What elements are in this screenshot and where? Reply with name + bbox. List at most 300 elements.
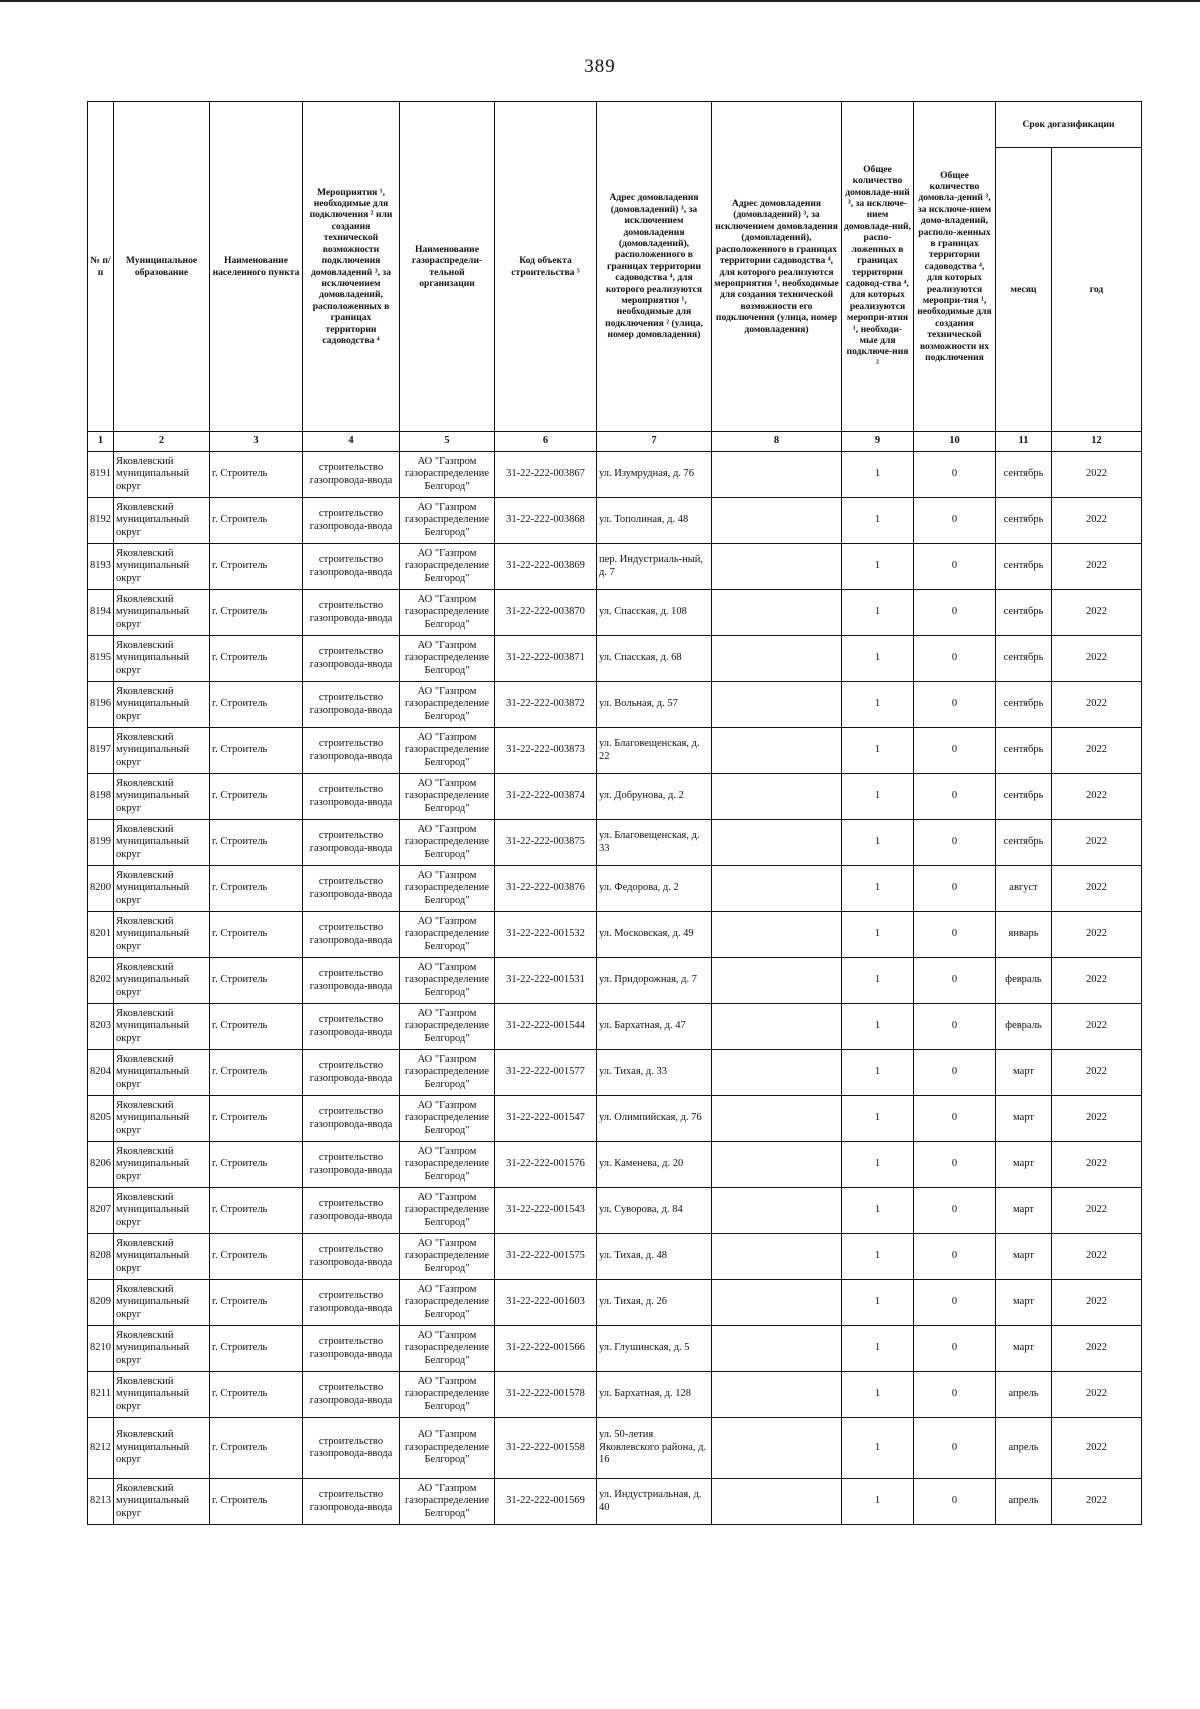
municipality-cell: Яковлевский муниципальный округ (114, 1372, 210, 1418)
settlement-cell: г. Строитель (210, 1142, 303, 1188)
row-number: 8203 (88, 1004, 114, 1050)
connection-count-cell: 1 (842, 1188, 914, 1234)
month-cell: март (996, 1096, 1052, 1142)
capability-count-cell: 0 (914, 452, 996, 498)
activity-cell: строительство газопровода-ввода (303, 1280, 400, 1326)
capability-address-cell (712, 1280, 842, 1326)
activity-cell: строительство газопровода-ввода (303, 1326, 400, 1372)
year-cell: 2022 (1052, 912, 1142, 958)
row-number: 8195 (88, 636, 114, 682)
address-cell: ул. Московская, д. 49 (597, 912, 712, 958)
settlement-cell: г. Строитель (210, 682, 303, 728)
capability-count-cell: 0 (914, 682, 996, 728)
capability-count-cell: 0 (914, 1280, 996, 1326)
connection-count-cell: 1 (842, 1096, 914, 1142)
settlement-cell: г. Строитель (210, 1372, 303, 1418)
row-number: 8200 (88, 866, 114, 912)
month-cell: март (996, 1142, 1052, 1188)
header-municipality: Муниципальное образование (114, 102, 210, 432)
municipality-cell: Яковлевский муниципальный округ (114, 1326, 210, 1372)
address-cell: ул. 50-летия Яковлевского района, д. 16 (597, 1418, 712, 1479)
address-cell: ул. Тихая, д. 26 (597, 1280, 712, 1326)
municipality-cell: Яковлевский муниципальный округ (114, 590, 210, 636)
table-row (88, 682, 1142, 728)
table-row (88, 912, 1142, 958)
object-code-cell: 31-22-222-001603 (495, 1280, 597, 1326)
row-number: 8205 (88, 1096, 114, 1142)
year-cell: 2022 (1052, 544, 1142, 590)
object-code-cell: 31-22-222-003869 (495, 544, 597, 590)
capability-address-cell (712, 1418, 842, 1479)
activity-cell: строительство газопровода-ввода (303, 1372, 400, 1418)
activity-cell: строительство газопровода-ввода (303, 866, 400, 912)
row-number: 8204 (88, 1050, 114, 1096)
activity-cell: строительство газопровода-ввода (303, 452, 400, 498)
header-object-code: Код объекта строительства ⁵ (495, 102, 597, 432)
capability-count-cell: 0 (914, 1188, 996, 1234)
address-cell: ул. Придорожная, д. 7 (597, 958, 712, 1004)
municipality-cell: Яковлевский муниципальный округ (114, 1004, 210, 1050)
capability-address-cell (712, 590, 842, 636)
capability-count-cell: 0 (914, 1479, 996, 1525)
header-count-connection: Общее количество домовладе-ний ³, за исключе-нием домовладе-ний, распо-ложенных в границах территории садовод-ства ⁴, для которых реализуются меропри-ятия ¹, необходи-мые для подключе-ния ² (842, 102, 914, 432)
month-cell: январь (996, 912, 1052, 958)
column-number: 1 (88, 432, 114, 452)
connection-count-cell: 1 (842, 774, 914, 820)
capability-address-cell (712, 728, 842, 774)
organization-cell: АО "Газпром газораспределение Белгород" (400, 866, 495, 912)
connection-count-cell: 1 (842, 1050, 914, 1096)
address-cell: ул. Олимпийская, д. 76 (597, 1096, 712, 1142)
activity-cell: строительство газопровода-ввода (303, 544, 400, 590)
capability-count-cell: 0 (914, 1372, 996, 1418)
capability-address-cell (712, 498, 842, 544)
column-number: 9 (842, 432, 914, 452)
object-code-cell: 31-22-222-001544 (495, 1004, 597, 1050)
row-number: 8212 (88, 1418, 114, 1479)
address-cell: ул. Каменева, д. 20 (597, 1142, 712, 1188)
header-address-capability: Адрес домовладения (домовладений) ³, за исключением домовладения (домовладений), расположенного в границах территории садоводства ⁴, для которого реализуются мероприятия ¹, необходимые для создания технической возможности его подключения (улица, номер домовладения) (712, 102, 842, 432)
capability-address-cell (712, 1326, 842, 1372)
settlement-cell: г. Строитель (210, 1479, 303, 1525)
object-code-cell: 31-22-222-003873 (495, 728, 597, 774)
organization-cell: АО "Газпром газораспределение Белгород" (400, 1234, 495, 1280)
row-number: 8191 (88, 452, 114, 498)
address-cell: ул. Вольная, д. 57 (597, 682, 712, 728)
month-cell: март (996, 1234, 1052, 1280)
municipality-cell: Яковлевский муниципальный округ (114, 958, 210, 1004)
year-cell: 2022 (1052, 728, 1142, 774)
table-row (88, 1326, 1142, 1372)
row-number: 8194 (88, 590, 114, 636)
settlement-cell: г. Строитель (210, 636, 303, 682)
table-row (88, 452, 1142, 498)
address-cell: ул. Тихая, д. 33 (597, 1050, 712, 1096)
municipality-cell: Яковлевский муниципальный округ (114, 866, 210, 912)
connection-count-cell: 1 (842, 544, 914, 590)
table-row (88, 1004, 1142, 1050)
address-cell: ул. Тихая, д. 48 (597, 1234, 712, 1280)
year-cell: 2022 (1052, 1479, 1142, 1525)
organization-cell: АО "Газпром газораспределение Белгород" (400, 590, 495, 636)
settlement-cell: г. Строитель (210, 1188, 303, 1234)
header-activities: Мероприятия ¹, необходимые для подключения ² или создания технической возможности подключения домовладений ³, за исключением домовладений, расположенных в границах территории садоводства ⁴ (303, 102, 400, 432)
row-number: 8199 (88, 820, 114, 866)
connection-count-cell: 1 (842, 1234, 914, 1280)
capability-address-cell (712, 774, 842, 820)
year-cell: 2022 (1052, 1142, 1142, 1188)
settlement-cell: г. Строитель (210, 1234, 303, 1280)
year-cell: 2022 (1052, 820, 1142, 866)
row-number: 8193 (88, 544, 114, 590)
month-cell: сентябрь (996, 636, 1052, 682)
year-cell: 2022 (1052, 958, 1142, 1004)
month-cell: сентябрь (996, 682, 1052, 728)
municipality-cell: Яковлевский муниципальный округ (114, 774, 210, 820)
table-body (88, 452, 1142, 1525)
object-code-cell: 31-22-222-001531 (495, 958, 597, 1004)
municipality-cell: Яковлевский муниципальный округ (114, 1418, 210, 1479)
row-number: 8201 (88, 912, 114, 958)
month-cell: сентябрь (996, 590, 1052, 636)
capability-address-cell (712, 1372, 842, 1418)
object-code-cell: 31-22-222-003875 (495, 820, 597, 866)
activity-cell: строительство газопровода-ввода (303, 1418, 400, 1479)
table-row (88, 1418, 1142, 1479)
organization-cell: АО "Газпром газораспределение Белгород" (400, 1326, 495, 1372)
connection-count-cell: 1 (842, 498, 914, 544)
capability-address-cell (712, 866, 842, 912)
activity-cell: строительство газопровода-ввода (303, 820, 400, 866)
year-cell: 2022 (1052, 1418, 1142, 1479)
month-cell: февраль (996, 958, 1052, 1004)
municipality-cell: Яковлевский муниципальный округ (114, 728, 210, 774)
gasification-table (87, 101, 1142, 1525)
table-row (88, 590, 1142, 636)
month-cell: март (996, 1050, 1052, 1096)
month-cell: сентябрь (996, 498, 1052, 544)
organization-cell: АО "Газпром газораспределение Белгород" (400, 682, 495, 728)
object-code-cell: 31-22-222-001578 (495, 1372, 597, 1418)
capability-address-cell (712, 544, 842, 590)
year-cell: 2022 (1052, 866, 1142, 912)
column-number: 2 (114, 432, 210, 452)
settlement-cell: г. Строитель (210, 728, 303, 774)
organization-cell: АО "Газпром газораспределение Белгород" (400, 958, 495, 1004)
activity-cell: строительство газопровода-ввода (303, 636, 400, 682)
activity-cell: строительство газопровода-ввода (303, 1188, 400, 1234)
activity-cell: строительство газопровода-ввода (303, 728, 400, 774)
month-cell: сентябрь (996, 544, 1052, 590)
capability-address-cell (712, 636, 842, 682)
settlement-cell: г. Строитель (210, 590, 303, 636)
capability-count-cell: 0 (914, 1050, 996, 1096)
page-number: 389 (584, 56, 616, 77)
object-code-cell: 31-22-222-003872 (495, 682, 597, 728)
column-number: 5 (400, 432, 495, 452)
header-settlement: Наименование населенного пункта (210, 102, 303, 432)
header-address-connection: Адрес домовладения (домовладений) ³, за исключением домовладения (домовладений), расположенного в границах территории садоводства ⁴, для которого реализуются мероприятия ¹, необходимые для подключения ² (улица, номер домовладения) (597, 102, 712, 432)
year-cell: 2022 (1052, 498, 1142, 544)
address-cell: ул. Бархатная, д. 128 (597, 1372, 712, 1418)
connection-count-cell: 1 (842, 958, 914, 1004)
address-cell: ул. Глушинская, д. 5 (597, 1326, 712, 1372)
year-cell: 2022 (1052, 452, 1142, 498)
column-number: 8 (712, 432, 842, 452)
activity-cell: строительство газопровода-ввода (303, 912, 400, 958)
month-cell: сентябрь (996, 728, 1052, 774)
activity-cell: строительство газопровода-ввода (303, 1096, 400, 1142)
address-cell: ул. Бархатная, д. 47 (597, 1004, 712, 1050)
header-count-capability: Общее количество домовла-дений ³, за исключе-нием домо-владений, располо-женных в границах территории садоводства ⁴, для которых реализуются меропри-тия ¹, необходимые для создания технической возможности их подключения (914, 102, 996, 432)
connection-count-cell: 1 (842, 1280, 914, 1326)
municipality-cell: Яковлевский муниципальный округ (114, 498, 210, 544)
year-cell: 2022 (1052, 1004, 1142, 1050)
activity-cell: строительство газопровода-ввода (303, 1479, 400, 1525)
organization-cell: АО "Газпром газораспределение Белгород" (400, 820, 495, 866)
row-number: 8206 (88, 1142, 114, 1188)
object-code-cell: 31-22-222-001532 (495, 912, 597, 958)
municipality-cell: Яковлевский муниципальный округ (114, 544, 210, 590)
address-cell: ул. Тополиная, д. 48 (597, 498, 712, 544)
activity-cell: строительство газопровода-ввода (303, 1050, 400, 1096)
capability-address-cell (712, 452, 842, 498)
activity-cell: строительство газопровода-ввода (303, 1234, 400, 1280)
row-number: 8210 (88, 1326, 114, 1372)
capability-address-cell (712, 1004, 842, 1050)
activity-cell: строительство газопровода-ввода (303, 958, 400, 1004)
table-row (88, 1280, 1142, 1326)
settlement-cell: г. Строитель (210, 1004, 303, 1050)
capability-count-cell: 0 (914, 774, 996, 820)
connection-count-cell: 1 (842, 1142, 914, 1188)
connection-count-cell: 1 (842, 452, 914, 498)
organization-cell: АО "Газпром газораспределение Белгород" (400, 1142, 495, 1188)
capability-address-cell (712, 1188, 842, 1234)
municipality-cell: Яковлевский муниципальный округ (114, 1050, 210, 1096)
year-cell: 2022 (1052, 590, 1142, 636)
row-number: 8208 (88, 1234, 114, 1280)
activity-cell: строительство газопровода-ввода (303, 1142, 400, 1188)
address-cell: ул. Благовещенская, д. 33 (597, 820, 712, 866)
header-organization: Наименование газораспредели-тельной организации (400, 102, 495, 432)
object-code-cell: 31-22-222-001543 (495, 1188, 597, 1234)
connection-count-cell: 1 (842, 820, 914, 866)
connection-count-cell: 1 (842, 1479, 914, 1525)
connection-count-cell: 1 (842, 590, 914, 636)
header-number: № п/п (88, 102, 114, 432)
capability-address-cell (712, 1479, 842, 1525)
settlement-cell: г. Строитель (210, 820, 303, 866)
month-cell: март (996, 1326, 1052, 1372)
address-cell: ул. Индустриальная, д. 40 (597, 1479, 712, 1525)
municipality-cell: Яковлевский муниципальный округ (114, 1234, 210, 1280)
organization-cell: АО "Газпром газораспределение Белгород" (400, 1372, 495, 1418)
settlement-cell: г. Строитель (210, 1050, 303, 1096)
table-row (88, 498, 1142, 544)
capability-address-cell (712, 682, 842, 728)
activity-cell: строительство газопровода-ввода (303, 590, 400, 636)
header-year: год (1052, 148, 1142, 432)
capability-count-cell: 0 (914, 498, 996, 544)
table-row (88, 1096, 1142, 1142)
organization-cell: АО "Газпром газораспределение Белгород" (400, 452, 495, 498)
month-cell: август (996, 866, 1052, 912)
organization-cell: АО "Газпром газораспределение Белгород" (400, 1188, 495, 1234)
address-cell: ул. Изумрудная, д. 76 (597, 452, 712, 498)
settlement-cell: г. Строитель (210, 1418, 303, 1479)
capability-address-cell (712, 1142, 842, 1188)
table-header (88, 102, 1142, 452)
address-cell: ул. Спасская, д. 68 (597, 636, 712, 682)
organization-cell: АО "Газпром газораспределение Белгород" (400, 636, 495, 682)
capability-count-cell: 0 (914, 820, 996, 866)
year-cell: 2022 (1052, 774, 1142, 820)
row-number: 8197 (88, 728, 114, 774)
row-number: 8211 (88, 1372, 114, 1418)
municipality-cell: Яковлевский муниципальный округ (114, 682, 210, 728)
connection-count-cell: 1 (842, 1326, 914, 1372)
table-row (88, 1479, 1142, 1525)
organization-cell: АО "Газпром газораспределение Белгород" (400, 774, 495, 820)
municipality-cell: Яковлевский муниципальный округ (114, 820, 210, 866)
month-cell: апрель (996, 1372, 1052, 1418)
header-month: месяц (996, 148, 1052, 432)
column-number: 11 (996, 432, 1052, 452)
object-code-cell: 31-22-222-003876 (495, 866, 597, 912)
object-code-cell: 31-22-222-003874 (495, 774, 597, 820)
municipality-cell: Яковлевский муниципальный округ (114, 1142, 210, 1188)
table-row (88, 728, 1142, 774)
row-number: 8198 (88, 774, 114, 820)
connection-count-cell: 1 (842, 1004, 914, 1050)
organization-cell: АО "Газпром газораспределение Белгород" (400, 1280, 495, 1326)
year-cell: 2022 (1052, 1326, 1142, 1372)
connection-count-cell: 1 (842, 1372, 914, 1418)
table-row (88, 636, 1142, 682)
organization-cell: АО "Газпром газораспределение Белгород" (400, 1096, 495, 1142)
row-number: 8196 (88, 682, 114, 728)
capability-count-cell: 0 (914, 1234, 996, 1280)
connection-count-cell: 1 (842, 728, 914, 774)
activity-cell: строительство газопровода-ввода (303, 1004, 400, 1050)
capability-count-cell: 0 (914, 590, 996, 636)
table-row (88, 958, 1142, 1004)
address-cell: ул. Спасская, д. 108 (597, 590, 712, 636)
object-code-cell: 31-22-222-001575 (495, 1234, 597, 1280)
year-cell: 2022 (1052, 1188, 1142, 1234)
settlement-cell: г. Строитель (210, 1096, 303, 1142)
year-cell: 2022 (1052, 1372, 1142, 1418)
object-code-cell: 31-22-222-001566 (495, 1326, 597, 1372)
address-cell: ул. Добрунова, д. 2 (597, 774, 712, 820)
connection-count-cell: 1 (842, 682, 914, 728)
table-row (88, 866, 1142, 912)
object-code-cell: 31-22-222-003871 (495, 636, 597, 682)
table-row (88, 1234, 1142, 1280)
connection-count-cell: 1 (842, 1418, 914, 1479)
month-cell: апрель (996, 1418, 1052, 1479)
year-cell: 2022 (1052, 682, 1142, 728)
organization-cell: АО "Газпром газораспределение Белгород" (400, 1479, 495, 1525)
organization-cell: АО "Газпром газораспределение Белгород" (400, 1050, 495, 1096)
connection-count-cell: 1 (842, 636, 914, 682)
capability-count-cell: 0 (914, 912, 996, 958)
address-cell: ул. Суворова, д. 84 (597, 1188, 712, 1234)
year-cell: 2022 (1052, 1096, 1142, 1142)
column-number: 12 (1052, 432, 1142, 452)
address-cell: пер. Индустриаль-ный, д. 7 (597, 544, 712, 590)
year-cell: 2022 (1052, 636, 1142, 682)
municipality-cell: Яковлевский муниципальный округ (114, 636, 210, 682)
connection-count-cell: 1 (842, 912, 914, 958)
object-code-cell: 31-22-222-001576 (495, 1142, 597, 1188)
table-row (88, 774, 1142, 820)
capability-count-cell: 0 (914, 1096, 996, 1142)
row-number: 8207 (88, 1188, 114, 1234)
organization-cell: АО "Газпром газораспределение Белгород" (400, 1418, 495, 1479)
row-number: 8192 (88, 498, 114, 544)
municipality-cell: Яковлевский муниципальный округ (114, 1188, 210, 1234)
capability-address-cell (712, 1234, 842, 1280)
table-row (88, 1372, 1142, 1418)
column-number: 10 (914, 432, 996, 452)
municipality-cell: Яковлевский муниципальный округ (114, 1479, 210, 1525)
column-number: 6 (495, 432, 597, 452)
month-cell: сентябрь (996, 774, 1052, 820)
month-cell: февраль (996, 1004, 1052, 1050)
month-cell: сентябрь (996, 452, 1052, 498)
organization-cell: АО "Газпром газораспределение Белгород" (400, 544, 495, 590)
settlement-cell: г. Строитель (210, 1326, 303, 1372)
settlement-cell: г. Строитель (210, 1280, 303, 1326)
column-number-row (88, 432, 1142, 452)
capability-count-cell: 0 (914, 958, 996, 1004)
capability-count-cell: 0 (914, 1418, 996, 1479)
activity-cell: строительство газопровода-ввода (303, 498, 400, 544)
connection-count-cell: 1 (842, 866, 914, 912)
capability-count-cell: 0 (914, 728, 996, 774)
table-row (88, 820, 1142, 866)
month-cell: март (996, 1188, 1052, 1234)
address-cell: ул. Федорова, д. 2 (597, 866, 712, 912)
month-cell: сентябрь (996, 820, 1052, 866)
municipality-cell: Яковлевский муниципальный округ (114, 452, 210, 498)
month-cell: апрель (996, 1479, 1052, 1525)
object-code-cell: 31-22-222-001547 (495, 1096, 597, 1142)
municipality-cell: Яковлевский муниципальный округ (114, 1280, 210, 1326)
year-cell: 2022 (1052, 1050, 1142, 1096)
capability-address-cell (712, 958, 842, 1004)
capability-count-cell: 0 (914, 1326, 996, 1372)
column-number: 4 (303, 432, 400, 452)
organization-cell: АО "Газпром газораспределение Белгород" (400, 1004, 495, 1050)
object-code-cell: 31-22-222-001558 (495, 1418, 597, 1479)
column-number: 7 (597, 432, 712, 452)
settlement-cell: г. Строитель (210, 498, 303, 544)
capability-address-cell (712, 820, 842, 866)
month-cell: март (996, 1280, 1052, 1326)
year-cell: 2022 (1052, 1280, 1142, 1326)
table-row (88, 1188, 1142, 1234)
object-code-cell: 31-22-222-003870 (495, 590, 597, 636)
settlement-cell: г. Строитель (210, 774, 303, 820)
settlement-cell: г. Строитель (210, 866, 303, 912)
capability-address-cell (712, 1050, 842, 1096)
table-row (88, 544, 1142, 590)
object-code-cell: 31-22-222-001577 (495, 1050, 597, 1096)
object-code-cell: 31-22-222-003867 (495, 452, 597, 498)
